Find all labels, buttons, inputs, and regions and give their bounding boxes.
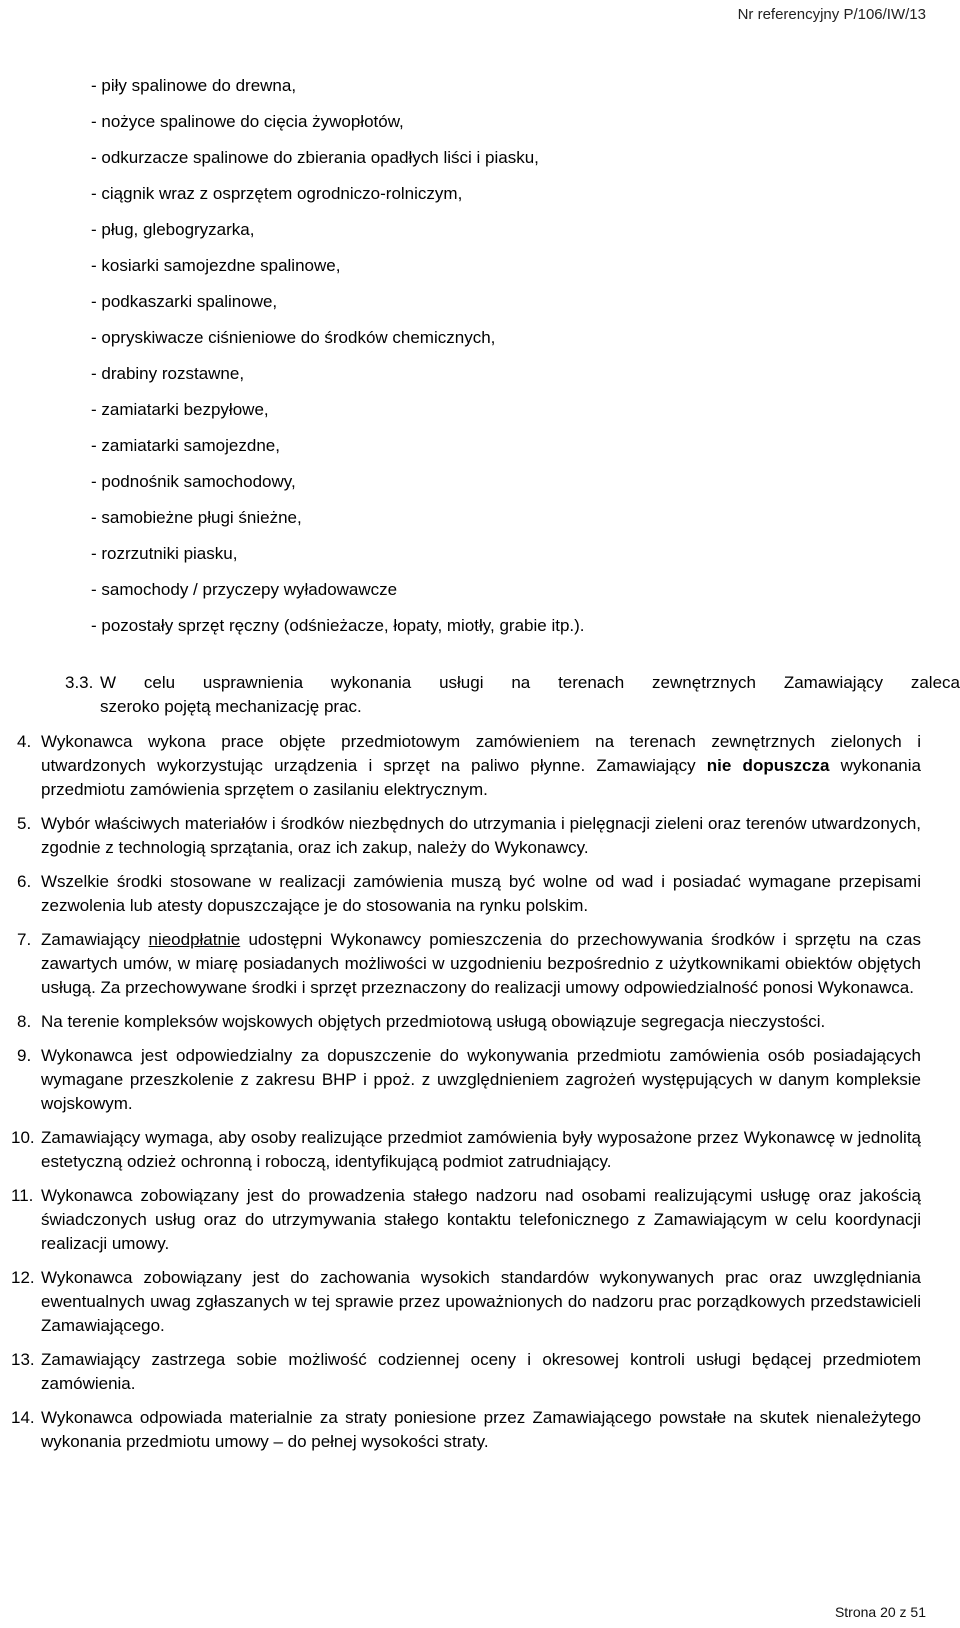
point-12 xyxy=(0,1266,960,1338)
list-item: - zamiatarki samojezdne, xyxy=(91,436,280,455)
list-item: - pług, glebogryzarka, xyxy=(91,220,255,239)
point-text-underlined: nieodpłatnie xyxy=(148,930,241,949)
point-text-part: udostępni Wykonawcy pomieszczenia do przechowywania środków i sprzętu na czas zawartych umów, w miarę posiadanych możliwości w uzgodnieniu bezpośrednio z użytkownikami obiektów objętych usługą. Za przechowywane środki i sprzęt przeznaczony do realizacji umowy odpowiedzialność ponosi Wykonawca. xyxy=(41,930,921,997)
point-number: 14. xyxy=(11,1408,35,1427)
subpoint-3-3 xyxy=(65,671,960,719)
point-number: 5. xyxy=(17,814,32,833)
point-text-bold: nie dopuszcza xyxy=(706,756,830,775)
list-item: - rozrzutniki piasku, xyxy=(91,544,238,563)
point-text-part: Wykonawca wykona prace objęte przedmiotowym zamówieniem na terenach zewnętrznych zielonych i utwardzonych wykorzystując urządzenia i sprzęt na paliwo płynne. Zamawiający xyxy=(41,732,921,775)
point-text: Wykonawca odpowiada materialnie za straty poniesione przez Zamawiającego powstałe na skutek nienależytego wykonania przedmiotu umowy – do pełnej wysokości straty. xyxy=(41,1408,921,1451)
point-10 xyxy=(0,1126,960,1174)
point-11 xyxy=(0,1184,960,1256)
point-number: 11. xyxy=(11,1186,34,1205)
point-text-part: Zamawiający xyxy=(41,930,149,949)
point-number: 4. xyxy=(17,732,32,751)
list-item: - zamiatarki bezpyłowe, xyxy=(91,400,269,419)
point-number: 9. xyxy=(17,1046,32,1065)
point-text: Wykonawca zobowiązany jest do prowadzenia stałego nadzoru nad osobami realizującymi usługę oraz jakością świadczonych usług oraz do utrzymywania stałego kontaktu telefonicznego z Zamawiającym w celu koordynacji realizacji umowy. xyxy=(41,1186,921,1253)
list-item: - podnośnik samochodowy, xyxy=(91,472,296,491)
point-number: 6. xyxy=(17,872,32,891)
point-number: 13. xyxy=(11,1350,35,1369)
page-number: Strona 20 z 51 xyxy=(834,1604,926,1620)
point-text: Zamawiający zastrzega sobie możliwość codziennej oceny i okresowej kontroli usługi będącej przedmiotem zamówienia. xyxy=(41,1350,921,1393)
point-number: 10. xyxy=(11,1128,35,1147)
point-7 xyxy=(0,928,960,1000)
point-text xyxy=(41,730,921,802)
point-text: Wszelkie środki stosowane w realizacji zamówienia muszą być wolne od wad i posiadać wymagane przepisami zezwolenia lub atesty dopuszczające je do stosowania na rynku polskim. xyxy=(41,872,921,915)
point-number: 7. xyxy=(17,930,32,949)
point-number: 8. xyxy=(17,1012,32,1031)
equipment-list xyxy=(91,76,911,652)
list-item: - samochody / przyczepy wyładowawcze xyxy=(91,580,398,599)
point-text: Wykonawca jest odpowiedzialny za dopuszczenie do wykonywania przedmiotu zamówienia osób posiadających wymagane przeszkolenie z zakresu BHP i ppoż. z uwzględnieniem zagrożeń występujących w danym kompleksie wojskowym. xyxy=(41,1046,921,1113)
point-14 xyxy=(0,1406,960,1454)
point-number: 12. xyxy=(11,1268,35,1287)
list-item: - kosiarki samojezdne spalinowe, xyxy=(91,256,341,275)
list-item: - opryskiwacze ciśnieniowe do środków chemicznych, xyxy=(91,328,496,347)
numbered-points xyxy=(0,730,960,1464)
document-reference-number: Nr referencyjny P/106/IW/13 xyxy=(737,6,926,23)
list-item: - piły spalinowe do drewna, xyxy=(91,76,297,95)
list-item: - odkurzacze spalinowe do zbierania opadłych liści i piasku, xyxy=(91,148,539,167)
subpoint-line-1: W celu usprawnienia wykonania usługi na terenach zewnętrznych Zamawiający zaleca xyxy=(100,673,960,692)
point-5 xyxy=(0,812,960,860)
point-4 xyxy=(0,730,960,802)
point-9 xyxy=(0,1044,960,1116)
subpoint-line-2: szeroko pojętą mechanizację prac. xyxy=(100,697,362,716)
list-item: - pozostały sprzęt ręczny (odśnieżacze, łopaty, miotły, grabie itp.). xyxy=(91,616,585,635)
point-13 xyxy=(0,1348,960,1396)
subpoint-text xyxy=(100,671,960,719)
subpoint-number: 3.3. xyxy=(65,673,94,692)
list-item: - samobieżne pługi śnieżne, xyxy=(91,508,302,527)
point-text: Na terenie kompleksów wojskowych objętych przedmiotową usługą obowiązuje segregacja nieczystości. xyxy=(41,1012,826,1031)
list-item: - ciągnik wraz z osprzętem ogrodniczo-rolniczym, xyxy=(91,184,463,203)
list-item: - podkaszarki spalinowe, xyxy=(91,292,278,311)
point-8 xyxy=(0,1010,960,1034)
list-item: - nożyce spalinowe do cięcia żywopłotów, xyxy=(91,112,404,131)
point-text: Wykonawca zobowiązany jest do zachowania wysokich standardów wykonywanych prac oraz uwzględniania ewentualnych uwag zgłaszanych w tej sprawie przez upoważnionych do nadzoru prac porządkowych przedstawicieli Zamawiającego. xyxy=(41,1268,921,1335)
point-6 xyxy=(0,870,960,918)
list-item: - drabiny rozstawne, xyxy=(91,364,245,383)
point-text: Wybór właściwych materiałów i środków niezbędnych do utrzymania i pielęgnacji zieleni oraz terenów utwardzonych, zgodnie z technologią sprzątania, oraz ich zakup, należy do Wykonawcy. xyxy=(41,814,921,857)
point-text: Zamawiający wymaga, aby osoby realizujące przedmiot zamówienia były wyposażone przez Wykonawcę w jednolitą estetyczną odzież ochronną i roboczą, identyfikującą podmiot zatrudniający. xyxy=(41,1128,921,1171)
point-text-part: wykonania przedmiotu zamówienia sprzętem o zasilaniu elektrycznym. xyxy=(41,756,921,799)
point-text xyxy=(41,928,921,1000)
